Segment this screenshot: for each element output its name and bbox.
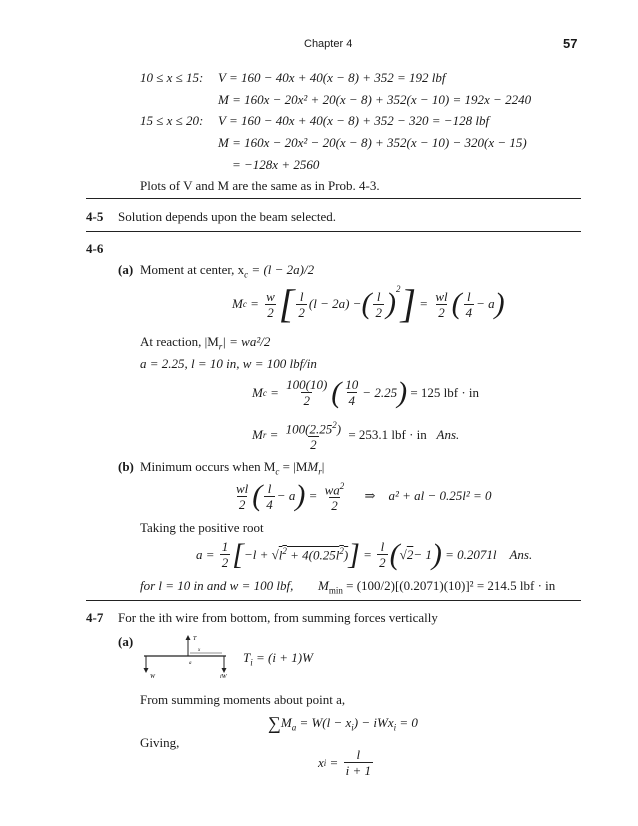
xi-equation: x i = $\frac{l}{i + 1}$	[318, 747, 371, 778]
mc-numeric: M c = $\frac{100(10)}{2}$ ( $\frac{10}{4}$ − 2.25 ) = 125 lbf · in	[252, 375, 480, 409]
divider	[86, 198, 581, 199]
moment-eq-2: M = 160x − 20x² − 20(x − 8) + 352(x − 10) − 320(x − 15)	[218, 135, 527, 150]
range-2: 15 ≤ x ≤ 20:	[140, 113, 204, 128]
plots-note: Plots of V and M are the same as in Prob. 4-3.	[140, 178, 380, 193]
chapter-header: Chapter 4	[304, 38, 353, 50]
moment-equation: $\sum M_a = W(l - x_i) - iWx_i = 0$	[268, 713, 418, 733]
part-b-text: Minimum occurs when $M_c = |MM_r|$	[140, 459, 325, 477]
part-label: (a)	[118, 634, 134, 649]
arrow-head	[222, 668, 227, 673]
for-values-text: for l = 10 in and w = 100 lbf,	[140, 578, 294, 593]
label-x: x	[198, 648, 201, 653]
giving-text: Giving,	[140, 735, 180, 750]
problem-number: 4-7	[86, 610, 104, 625]
arrow-head	[186, 635, 191, 640]
mr-numeric: M r = $\frac{100(2.25^2)}{2}$ = 253.1 lbf · in Ans.	[252, 420, 460, 453]
reaction-text: At reaction, $|M_r| = wa^2/2$	[140, 334, 271, 352]
min-condition-eq: $\frac{wl}{2}$ ( $\frac{l}{4}$ − a ) = $\frac{wa^2}{2}$ ⇒ a² + al − 0.25l² = 0	[236, 479, 492, 514]
divider	[86, 600, 581, 601]
moment-eq-2-cont: = −128x + 2560	[232, 157, 320, 172]
part-label: (b)	[118, 459, 134, 474]
problem-number: 4-6	[86, 241, 104, 256]
given-values: a = 2.25, l = 10 in, w = 100 lbf/in	[140, 356, 317, 371]
range-1: 10 ≤ x ≤ 15:	[140, 70, 204, 85]
label-t: T	[193, 636, 197, 642]
arrow-head	[144, 668, 149, 673]
positive-root-text: Taking the positive root	[140, 520, 264, 535]
tension-equation: $T_i = (i + 1)W$	[243, 650, 313, 668]
problem-number: 4-5	[86, 209, 104, 224]
wire-free-body-diagram	[138, 632, 238, 682]
shear-eq-1: V = 160 − 40x + 40(x − 8) + 352 = 192 lbf	[218, 70, 446, 85]
problem-text: For the ith wire from bottom, from summing forces vertically	[118, 610, 438, 625]
mmin-equation: $M_{min} = (100/2)[(0.2071)(10)]^2 = 214.5$ lbf · in	[318, 578, 556, 596]
label-iw: iW	[220, 674, 227, 680]
label-a: a	[189, 661, 192, 666]
moment-eq-1: M = 160x − 20x² + 20(x − 8) + 352(x − 10) = 192x − 2240	[218, 92, 532, 107]
divider	[86, 231, 581, 232]
part-label: (a)	[118, 262, 134, 277]
moments-text: From summing moments about point a,	[140, 692, 346, 707]
problem-text: Solution depends upon the beam selected.	[118, 209, 337, 224]
root-equation: a = $\frac{1}{2}$ [ −l + √ $l^2 + 4(0.25l^2)$ ] = $\frac{l}{2}$ ( √ 2 − 1 ) = 0.2071l Ans.	[196, 537, 533, 571]
part-a-text: Moment at center, $x_c = (l - 2a)/2$	[140, 262, 315, 280]
label-w: W	[150, 674, 155, 680]
shear-eq-2: V = 160 − 40x + 40(x − 8) + 352 − 320 = −128 lbf	[218, 113, 490, 128]
mc-equation: M c = $\frac{w}{2}$ [ $\frac{l}{2}$ (l − 2a) − ( $\frac{l}{2}$ ) $^2$ ] = $\frac{wl}{2}$ ( $\frac{l}{4}$ − a )	[232, 281, 505, 326]
page-number: 57	[563, 36, 578, 51]
